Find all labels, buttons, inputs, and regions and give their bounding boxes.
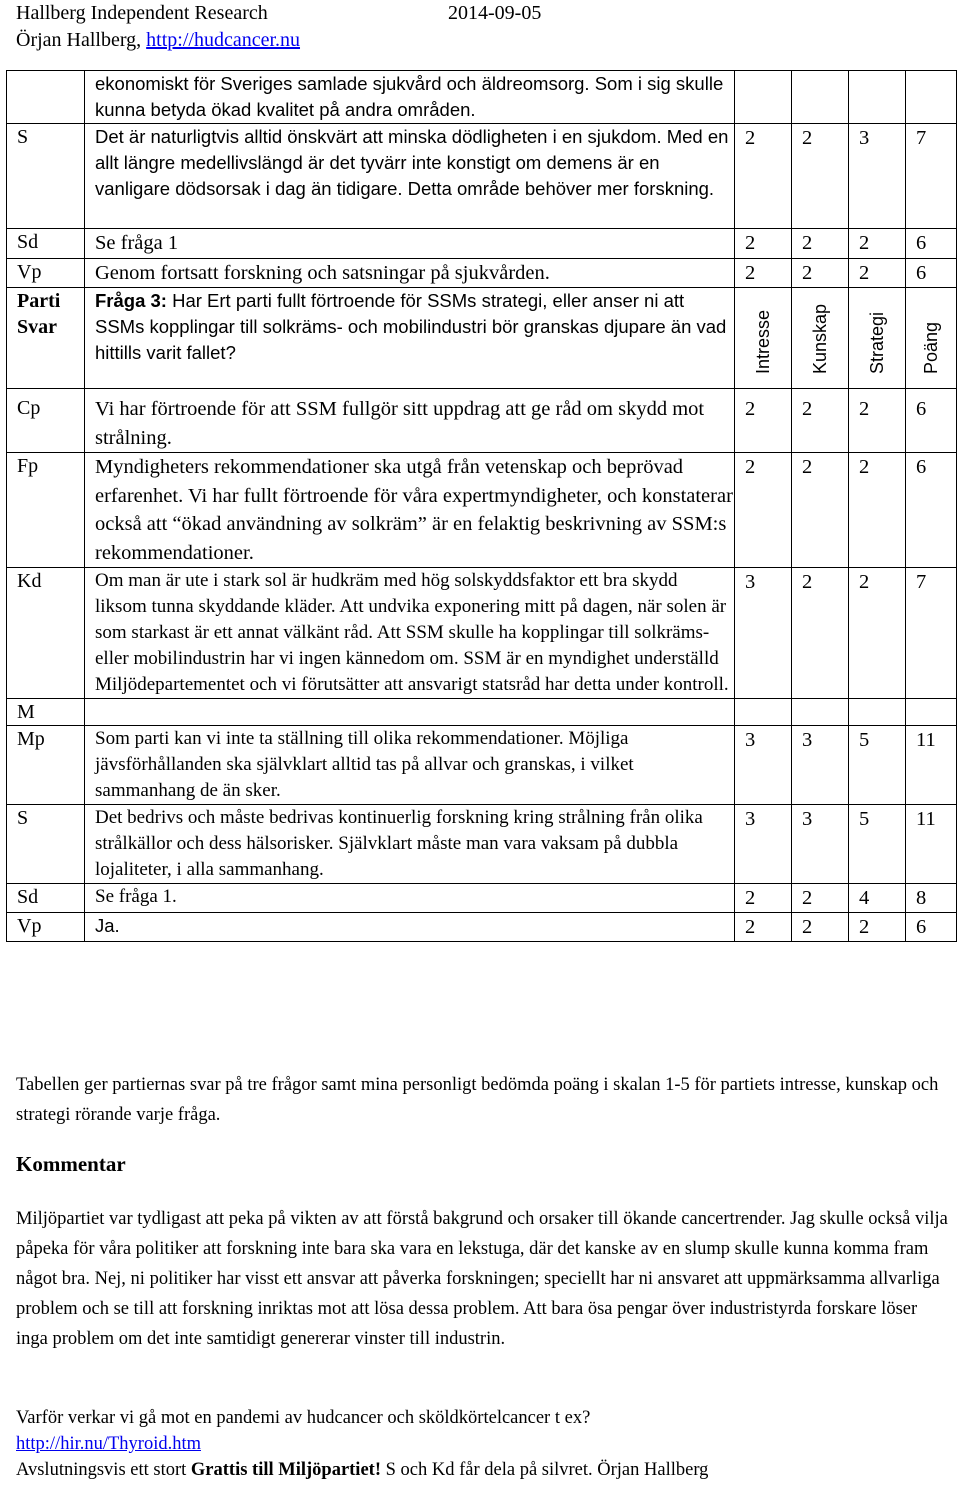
score-strategi: 2 — [849, 389, 906, 453]
score-intresse: 2 — [735, 884, 792, 913]
party-cell: Sd — [7, 884, 85, 913]
closing-section — [16, 1405, 951, 1483]
score-poang: 6 — [906, 913, 957, 942]
party-cell: Mp — [7, 726, 85, 805]
party-cell — [7, 71, 85, 124]
score-poang: 6 — [906, 389, 957, 453]
comment-heading: Kommentar — [16, 1152, 126, 1176]
answer-cell: Se fråga 1. — [85, 884, 735, 913]
table-row — [7, 258, 957, 288]
thyroid-link[interactable]: http://hir.nu/Thyroid.htm — [16, 1434, 201, 1454]
score-kunskap: 3 — [792, 805, 849, 884]
closing-post: S och Kd får dela på silvret. Örjan Hallberg — [380, 1460, 709, 1480]
header-parti: Parti — [17, 290, 61, 312]
score-kunskap: 2 — [792, 258, 849, 288]
party-cell: Vp — [7, 258, 85, 288]
answer-cell: Som parti kan vi inte ta ställning till olika rekommendationer. Möjliga jävsförhållanden ska självklart alltid tas på allvar och granskas, i vilket sammanhang de än sker. — [85, 726, 735, 805]
score-poang: 6 — [906, 453, 957, 568]
col-poang: Poäng — [920, 321, 941, 374]
party-cell: Cp — [7, 389, 85, 453]
comment-paragraph: Miljöpartiet var tydligast att peka på vikten av att förstå bakgrund och orsaker till ökande cancertrender. Jag skulle också vilja påpeka för våra politiker att forskning inte bara ska vara en lekstuga, där det kanske av en slump skulle kunna komma fram något bra. Nej, ni politiker har visst ett ansvar att påverka forskningen; speciellt har ni ansvaret att uppmärksamma allvarliga problem och se till att forskning inriktas mot att lösa dessa problem. Att bara ösa pengar över industristyrda forskare löser inga problem om det inte samtidigt genererar vinster till industrin. — [16, 1209, 948, 1349]
question-line: Varför verkar vi gå mot en pandemi av hudcancer och sköldkörtelcancer t ex? — [16, 1408, 591, 1428]
score-strategi: 4 — [849, 884, 906, 913]
question-label: Fråga 3: — [95, 290, 167, 311]
score-intresse: 3 — [735, 726, 792, 805]
table-row — [7, 726, 957, 805]
score-strategi: 2 — [849, 258, 906, 288]
header-link[interactable]: http://hudcancer.nu — [146, 29, 301, 51]
table-row — [7, 568, 957, 699]
party-cell: S — [7, 124, 85, 229]
party-cell: Sd — [7, 229, 85, 259]
question-text — [85, 288, 735, 389]
score-intresse: 2 — [735, 389, 792, 453]
party-cell: Fp — [7, 453, 85, 568]
score-kunskap: 3 — [792, 726, 849, 805]
org-name: Hallberg Independent Research — [16, 2, 268, 24]
score-kunskap: 2 — [792, 884, 849, 913]
author-name: Örjan Hallberg, — [16, 29, 142, 51]
score-poang: 7 — [906, 568, 957, 699]
score-poang: 6 — [906, 229, 957, 259]
table-row — [7, 805, 957, 884]
party-cell: S — [7, 805, 85, 884]
answer-cell: Om man är ute i stark sol är hudkräm med hög solskyddsfaktor ett bra skydd liksom tunna skyddande kläder. Att undvika exponering mitt på dagen, när solen är som starkast är ett annat välkänt råd. Att SSM skulle ha kopplingar till solkräms- eller mobilindustrin har vi ingen kännedom om. SSM är en myndighet underställd Miljödepartementet och vi förutsätter att ansvarigt statsråd har detta under kontroll. — [85, 568, 735, 699]
score-intresse: 2 — [735, 229, 792, 259]
closing-pre: Avslutningsvis ett stort — [16, 1460, 191, 1480]
score-intresse: 2 — [735, 453, 792, 568]
score-kunskap: 2 — [792, 229, 849, 259]
col-strategi: Strategi — [866, 311, 887, 374]
party-cell: Vp — [7, 913, 85, 942]
answer-cell: Genom fortsatt forskning och satsningar på sjukvården. — [85, 258, 735, 288]
score-strategi: 3 — [849, 124, 906, 229]
score-intresse: 3 — [735, 568, 792, 699]
page-header — [16, 0, 946, 54]
score-intresse: 3 — [735, 805, 792, 884]
col-intresse: Intresse — [752, 309, 773, 374]
score-strategi: 5 — [849, 805, 906, 884]
answer-cell: Det bedrivs och måste bedrivas kontinuerlig forskning kring strålning från olika strålkällor och dess hälsorisker. Självklart måste man vara vaksam på dubbla lojaliteter, i alla sammanhang. — [85, 805, 735, 884]
score-strategi: 2 — [849, 568, 906, 699]
score-poang: 8 — [906, 884, 957, 913]
score-poang: 11 — [906, 805, 957, 884]
score-intresse: 2 — [735, 124, 792, 229]
intro-paragraph: Tabellen ger partiernas svar på tre frågor samt mina personligt bedömda poäng i skalan 1-5 för partiets intresse, kunskap och strategi rörande varje fråga. — [16, 1075, 939, 1125]
score-strategi: 2 — [849, 913, 906, 942]
answer-cell: Ja. — [85, 913, 735, 942]
score-kunskap: 2 — [792, 453, 849, 568]
table-row — [7, 389, 957, 453]
score-strategi: 2 — [849, 229, 906, 259]
table-row — [7, 699, 957, 726]
header-date: 2014-09-05 — [448, 2, 542, 24]
table-row — [7, 913, 957, 942]
header-svar: Svar — [17, 316, 57, 338]
score-strategi: 2 — [849, 453, 906, 568]
table-row — [7, 71, 957, 124]
col-kunskap: Kunskap — [809, 303, 830, 374]
score-kunskap: 2 — [792, 124, 849, 229]
closing-bold: Grattis till Miljöpartiet! — [190, 1460, 381, 1480]
score-intresse: 2 — [735, 258, 792, 288]
party-answers-table — [6, 70, 957, 942]
score-kunskap: 2 — [792, 568, 849, 699]
answer-cell: Vi har förtroende för att SSM fullgör sitt uppdrag att ge råd om skydd mot strålning. — [85, 389, 735, 453]
party-cell: Kd — [7, 568, 85, 699]
table-row — [7, 124, 957, 229]
answer-cell — [85, 699, 735, 726]
score-poang: 11 — [906, 726, 957, 805]
table-row — [7, 229, 957, 259]
score-poang: 6 — [906, 258, 957, 288]
closing-line — [16, 1457, 951, 1483]
answer-cell: Myndigheters rekommendationer ska utgå från vetenskap och beprövad erfarenhet. Vi har fullt förtroende för våra expertmyndigheter, och konstaterar också att “ökad användning av solkräm” är en felaktig beskrivning av SSM:s rekommendationer. — [85, 453, 735, 568]
table-row — [7, 453, 957, 568]
answer-cell: Det är naturligtvis alltid önskvärt att minska dödligheten i en sjukdom. Med en allt längre medellivslängd är det tyvärr inte konstigt om demens är en vanligare dödsorsak i dag än tidigare. Detta område behöver mer forskning. — [85, 124, 735, 229]
score-poang: 7 — [906, 124, 957, 229]
question-header-row — [7, 288, 957, 389]
score-strategi: 5 — [849, 726, 906, 805]
answer-cell: ekonomiskt för Sveriges samlade sjukvård och äldreomsorg. Som i sig skulle kunna betyda ökad kvalitet på andra områden. — [85, 71, 735, 124]
answer-cell: Se fråga 1 — [85, 229, 735, 259]
table-row — [7, 884, 957, 913]
party-cell: M — [7, 699, 85, 726]
question-body: Har Ert parti fullt förtroende för SSMs strategi, eller anser ni att SSMs kopplingar till solkräms- och mobilindustri bör granskas djupare än vad hittills varit fallet? — [95, 290, 727, 363]
score-kunskap: 2 — [792, 913, 849, 942]
party-header — [7, 288, 85, 389]
score-intresse: 2 — [735, 913, 792, 942]
score-kunskap: 2 — [792, 389, 849, 453]
